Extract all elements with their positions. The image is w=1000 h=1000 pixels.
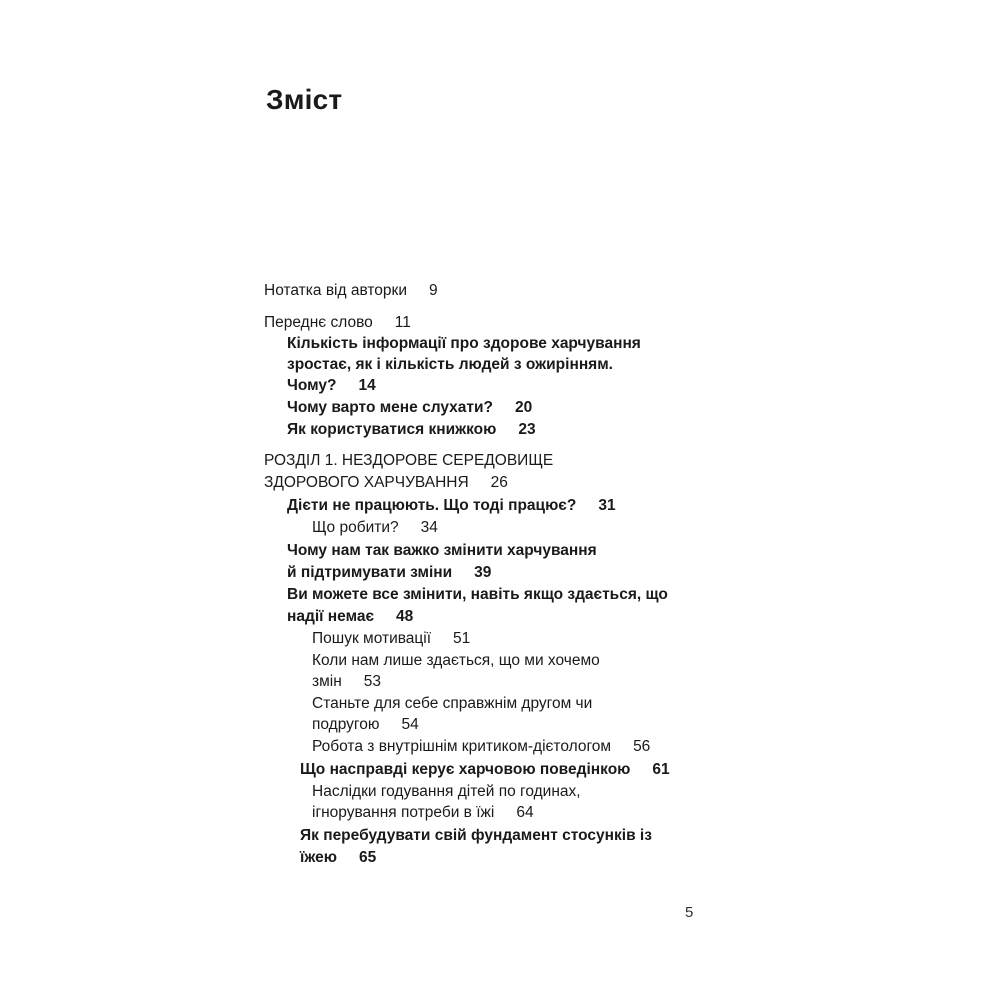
toc-entry-text: Як перебудувати свій фундамент стосунків із bbox=[300, 827, 652, 844]
toc-entry bbox=[300, 847, 376, 869]
toc-entry-text: зростає, як і кількість людей з ожирінням. bbox=[287, 356, 613, 373]
toc-entry bbox=[287, 562, 491, 584]
toc-entry bbox=[312, 693, 592, 715]
toc-entry-text: змін bbox=[312, 673, 342, 690]
toc-entry bbox=[264, 312, 411, 334]
toc-entry bbox=[287, 333, 641, 355]
toc-entry bbox=[264, 450, 553, 472]
toc-entry bbox=[312, 736, 650, 758]
toc-page-number: 23 bbox=[518, 421, 536, 438]
toc-entry bbox=[300, 759, 670, 781]
toc-entry-text: ігнорування потреби в їжі bbox=[312, 804, 495, 821]
toc-page-number: 61 bbox=[652, 761, 670, 778]
toc-entry-text: Що насправді керує харчовою поведінкою bbox=[300, 761, 631, 778]
toc-entry-text: Переднє слово bbox=[264, 314, 373, 331]
toc-entry-text: РОЗДІЛ 1. НЕЗДОРОВЕ СЕРЕДОВИЩЕ bbox=[264, 452, 554, 469]
toc-entry-text: Чому варто мене слухати? bbox=[287, 399, 493, 416]
toc-entry-text: й підтримувати зміни bbox=[287, 564, 453, 581]
toc-entry-text: Робота з внутрішнім критиком-дієтологом bbox=[312, 738, 612, 755]
page-title: Зміст bbox=[266, 84, 343, 115]
toc-entry bbox=[287, 540, 597, 562]
toc-entry-text: Наслідки годування дітей по годинах, bbox=[312, 783, 581, 800]
toc-entry-text: Коли нам лише здається, що ми хочемо bbox=[312, 652, 600, 669]
toc-page-number: 64 bbox=[516, 804, 534, 821]
toc-entry bbox=[264, 472, 508, 494]
toc-page-number: 34 bbox=[420, 519, 438, 536]
toc-page-number: 65 bbox=[359, 849, 377, 866]
toc-page-number: 48 bbox=[396, 608, 414, 625]
toc-page-number: 11 bbox=[394, 314, 411, 331]
toc-entry bbox=[264, 280, 438, 302]
toc-entry bbox=[287, 606, 413, 628]
toc-entry bbox=[312, 714, 419, 736]
toc-entry-text: Ви можете все змінити, навіть якщо здається, що bbox=[287, 586, 668, 603]
toc-entry-text: Нотатка від авторки bbox=[264, 282, 407, 299]
toc-page-number: 39 bbox=[474, 564, 492, 581]
toc-entry-text: ЗДОРОВОГО ХАРЧУВАННЯ bbox=[264, 474, 469, 491]
toc-entry bbox=[312, 671, 381, 693]
toc-page-number: 53 bbox=[363, 673, 382, 690]
toc-entry-text: Дієти не працюють. Що тоді працює? bbox=[287, 497, 577, 514]
toc-entry bbox=[312, 517, 438, 539]
toc-page-number: 54 bbox=[401, 716, 419, 733]
toc-entry bbox=[312, 781, 581, 803]
toc-entry bbox=[312, 650, 600, 672]
toc-page-number: 14 bbox=[358, 377, 376, 394]
toc-entry bbox=[287, 584, 668, 606]
page-number: 5 bbox=[685, 904, 694, 921]
toc-entry bbox=[287, 375, 376, 397]
toc-page-number: 31 bbox=[598, 497, 616, 514]
toc-entry bbox=[312, 802, 534, 824]
toc-page-number: 56 bbox=[633, 738, 651, 755]
toc-page-number: 9 bbox=[428, 282, 438, 299]
toc-entry-text: надії немає bbox=[287, 608, 375, 625]
toc-entry-text: Чому? bbox=[287, 377, 337, 394]
toc-entry-text: Чому нам так важко змінити харчування bbox=[287, 542, 597, 559]
toc-entry-text: Пошук мотивації bbox=[312, 630, 432, 647]
toc-page-number: 26 bbox=[490, 474, 508, 491]
toc-entry-text: Станьте для себе справжнім другом чи bbox=[312, 695, 593, 712]
toc-entry bbox=[287, 419, 536, 441]
toc-page-number: 20 bbox=[515, 399, 533, 416]
toc-entry bbox=[287, 495, 616, 517]
toc-entry-text: їжею bbox=[300, 849, 338, 866]
toc-entry bbox=[300, 825, 652, 847]
toc-entry bbox=[312, 628, 470, 650]
toc-entry bbox=[287, 397, 532, 419]
toc-entry bbox=[287, 354, 613, 376]
toc-entry-text: Що робити? bbox=[312, 519, 399, 536]
toc-entry-text: подругою bbox=[312, 716, 380, 733]
toc-entry-text: Кількість інформації про здорове харчування bbox=[287, 335, 641, 352]
toc-page-number: 51 bbox=[453, 630, 471, 647]
toc-entry-text: Як користуватися книжкою bbox=[287, 421, 497, 438]
